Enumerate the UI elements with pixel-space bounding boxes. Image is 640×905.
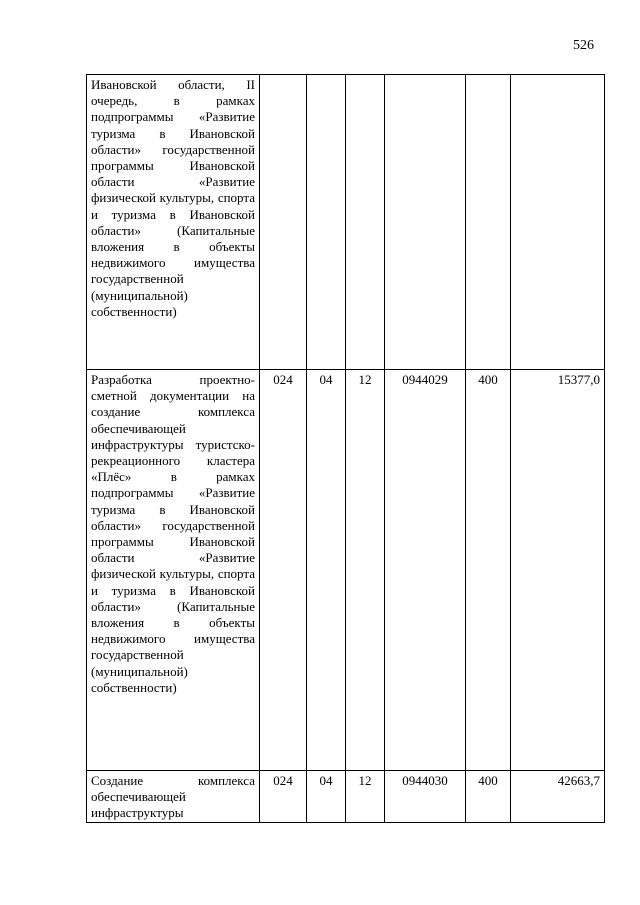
- amount-value: [511, 75, 605, 370]
- ministry-code: 024: [260, 370, 307, 771]
- amount-value: 42663,7: [511, 771, 605, 823]
- table-row: [87, 771, 605, 823]
- table-row: [87, 370, 605, 771]
- page-number: 526: [573, 38, 594, 53]
- target-article-code: 0944030: [385, 771, 466, 823]
- subsection-code: 12: [346, 370, 385, 771]
- row-description: Создание комплекса обеспечивающей инфраструктуры: [87, 771, 260, 823]
- expense-type-code: 400: [466, 370, 511, 771]
- budget-table: [86, 74, 605, 823]
- expense-type-code: 400: [466, 771, 511, 823]
- subsection-code: 12: [346, 771, 385, 823]
- subsection-code: [346, 75, 385, 370]
- table-row: [87, 75, 605, 370]
- ministry-code: [260, 75, 307, 370]
- section-code: [307, 75, 346, 370]
- amount-value: 15377,0: [511, 370, 605, 771]
- ministry-code: 024: [260, 771, 307, 823]
- row-description: Разработка проектно-сметной документации на создание комплекса обеспечивающей инфраструктуры туристско-рекреационного кластера «Плёс» в рамках подпрограммы «Развитие туризма в Ивановской области» государственной программы Ивановской области «Развитие физической культуры, спорта и туризма в Ивановской области» (Капитальные вложения в объекты недвижимого имущества государственной (муниципальной) собственности): [87, 370, 260, 771]
- target-article-code: [385, 75, 466, 370]
- section-code: 04: [307, 771, 346, 823]
- target-article-code: 0944029: [385, 370, 466, 771]
- row-description: Ивановской области, II очередь, в рамках подпрограммы «Развитие туризма в Ивановской области» государственной программы Ивановской области «Развитие физической культуры, спорта и туризма в Ивановской области» (Капитальные вложения в объекты недвижимого имущества государственной (муниципальной) собственности): [87, 75, 260, 370]
- expense-type-code: [466, 75, 511, 370]
- section-code: 04: [307, 370, 346, 771]
